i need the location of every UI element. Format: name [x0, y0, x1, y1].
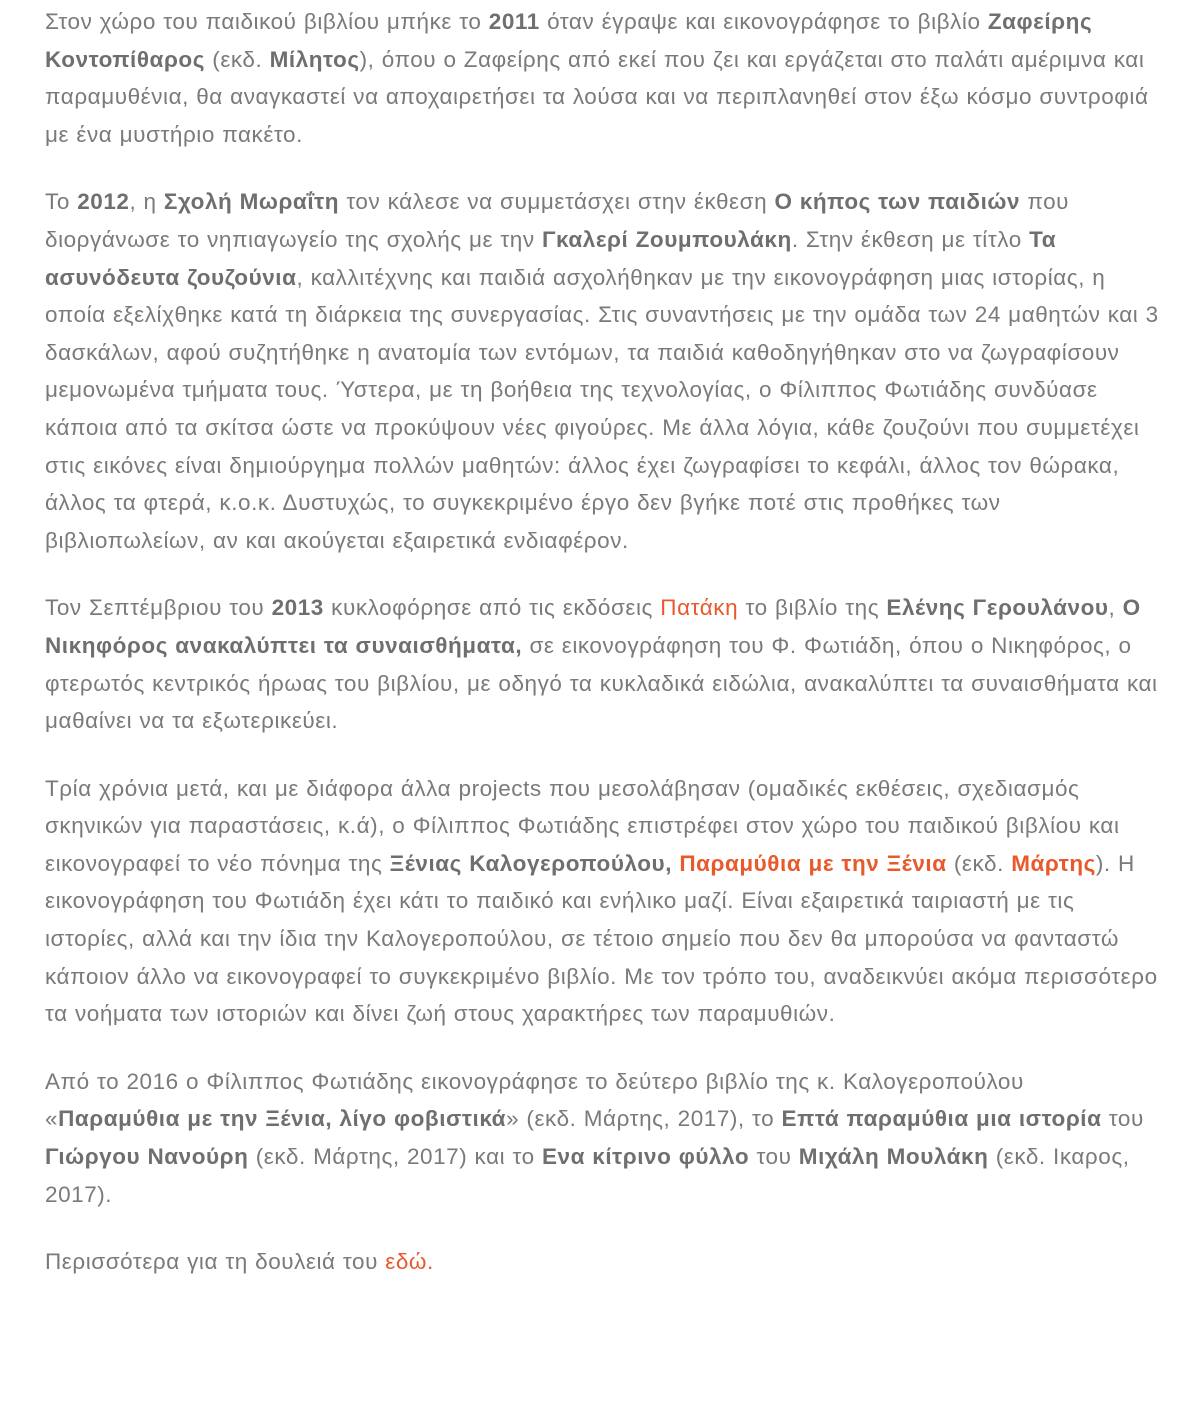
text: όταν έγραψε και εικονογράφησε το βιβλίο	[539, 9, 988, 34]
text: Το	[45, 189, 78, 215]
text: (εκδ. Ικαρος, 2017).	[45, 1144, 1130, 1207]
text: » (εκδ. Μάρτης, 2017), το	[506, 1106, 782, 1132]
martis-publisher-link[interactable]: Μάρτης	[1011, 850, 1096, 876]
more-work-link[interactable]: εδώ.	[385, 1249, 434, 1275]
patakis-publisher-link[interactable]: Πατάκη	[660, 595, 739, 621]
text: κυκλοφόρησε από τις εκδόσεις	[323, 595, 661, 621]
year-2012: 2012	[77, 189, 130, 215]
text: του	[1101, 1106, 1144, 1132]
gallery-name: Γκαλερί Ζουμπουλάκη	[541, 226, 792, 252]
text: τον κάλεσε να συμμετάσχει στην έκθεση	[339, 189, 775, 215]
paragraph-later-books	[45, 1063, 1165, 1213]
book-title: Ο Νικηφόρος ανακαλύπτει τα συναισθήματα,	[45, 595, 1141, 658]
author-name: Ελένης Γερουλάνου	[886, 595, 1109, 621]
text: ,	[1108, 595, 1123, 621]
book-title: Ζαφείρης Κοντοπίθαρος	[45, 9, 1093, 72]
paragraph-more-info	[45, 1243, 1165, 1281]
xenia-book-link[interactable]: Παραμύθια με την Ξένια	[679, 850, 947, 876]
text: (εκδ. Μάρτης, 2017) και το	[248, 1144, 542, 1170]
text: (εκδ.	[946, 850, 1012, 876]
text: , καλλιτέχνης και παιδιά ασχολήθηκαν με την εικονογράφηση μιας ιστορίας, η οποία εξελίχθηκε κατά τη διάρκεια της συνεργασίας. Στις συναντήσεις με την ομάδα των 24 μαθητών και 3 δασκάλων, αφού συζητήθηκε η ανατομία των εντόμων, τα παιδιά καθοδηγήθηκαν στο να ζωγραφίσουν μεμονωμένα τμήματα τους. Ύστερα, με τη βοήθεια της τεχνολογίας, ο Φίλιππος Φωτιάδης συνδύασε κάποια από τα σκίτσα ώστε να προκύψουν νέες φιγούρες. Με άλλα λόγια, κάθε ζουζούνι που συμμετέχει στις εικόνες είναι δημιούργημα πολλών μαθητών: άλλος έχει ζωγραφίσει το κεφάλι, άλλος τον θώρακα, άλλος τα φτερά, κ.ο.κ. Δυστυχώς, το συγκεκριμένο έργο δεν βγήκε ποτέ στις προθήκες των βιβλιοπωλείων, αν και ακούγεται εξαιρετικά ενδιαφέρον.	[45, 264, 1159, 553]
text: Από το 2016 ο Φίλιππος Φωτιάδης εικονογράφησε το δεύτερο βιβλίο της κ. Καλογεροπούλου «	[45, 1068, 1024, 1132]
text: του	[749, 1144, 799, 1170]
book-title: Ενα κίτρινο φύλλο	[541, 1144, 750, 1170]
article-body	[45, 0, 1165, 1281]
text: Περισσότερα για τη δουλειά του	[45, 1249, 386, 1275]
text: , η	[129, 189, 164, 215]
text: ). Η εικονογράφηση του Φωτιάδη έχει κάτι το παιδικό και ενήλικο μαζί. Είναι εξαιρετικά ταιριαστή με τις ιστορίες, αλλά και την ίδια την Καλογεροπούλου, σε τέτοιο σημείο που δεν θα μπορούσα να φανταστώ κάποιον άλλο να εικονογραφεί το συγκεκριμένο βιβλίο. Με τον τρόπο του, αναδεικνύει ακόμα περισσότερο τα νοήματα των ιστοριών και δίνει ζωή στους χαρακτήρες των παραμυθιών.	[45, 850, 1158, 1027]
paragraph-exhibition	[45, 183, 1165, 559]
school-name: Σχολή Μωραΐτη	[163, 189, 340, 215]
book-title: Παραμύθια με την Ξένια, λίγο φοβιστικά	[58, 1106, 507, 1132]
text: . Στην έκθεση με τίτλο	[791, 226, 1030, 252]
text: σε εικονογράφηση του Φ. Φωτιάδη, όπου ο Νικηφόρος, ο φτερωτός κεντρικός ήρωας του βιβλίου, με οδηγό τα κυκλαδικά ειδώλια, ανακαλύπτει τα συναισθήματα και μαθαίνει να τα εξωτερικεύει.	[45, 632, 1158, 734]
text: (εκδ.	[204, 46, 270, 72]
author-name: Ξένιας Καλογεροπούλου,	[389, 850, 672, 876]
paragraph-nikiforos-book	[45, 589, 1165, 739]
text: ), όπου ο Ζαφείρης από εκεί που ζει και εργάζεται στο παλάτι αμέριμνα και παραμυθένια, θα αναγκαστεί να αποχαιρετήσει τα λούσα και να περιπλανηθεί στον έξω κόσμο συντροφιά με ένα μυστήριο πακέτο.	[45, 46, 1149, 147]
year-2013: 2013	[271, 595, 324, 621]
text: Τρία χρόνια μετά, και με διάφορα άλλα projects που μεσολάβησαν (ομαδικές εκθέσεις, σχεδιασμός σκηνικών για παραστάσεις, κ.ά), ο Φίλιππος Φωτιάδης επιστρέφει στον χώρο του παιδικού βιβλίου και εικονογραφεί το νέο πόνημα της	[45, 775, 1120, 876]
text: Τον Σεπτέμβριου του	[45, 595, 272, 621]
exhibition-subtitle: Τα ασυνόδευτα ζουζούνια	[45, 226, 1057, 290]
publisher-name: Μίλητος	[269, 46, 360, 72]
exhibition-title: Ο κήπος των παιδιών	[774, 189, 1021, 215]
author-name: Γιώργου Νανούρη	[45, 1144, 249, 1170]
paragraph-first-book	[45, 3, 1165, 153]
book-title: Επτά παραμύθια μια ιστορία	[781, 1106, 1102, 1132]
year-2011: 2011	[488, 9, 540, 34]
text: το βιβλίο της	[738, 595, 887, 621]
text: που διοργάνωσε το νηπιαγωγείο της σχολής με την	[45, 189, 1069, 252]
paragraph-xenia-book	[45, 770, 1165, 1033]
author-name: Μιχάλη Μουλάκη	[798, 1144, 989, 1170]
text: Στον χώρο του παιδικού βιβλίου μπήκε το	[45, 9, 489, 34]
